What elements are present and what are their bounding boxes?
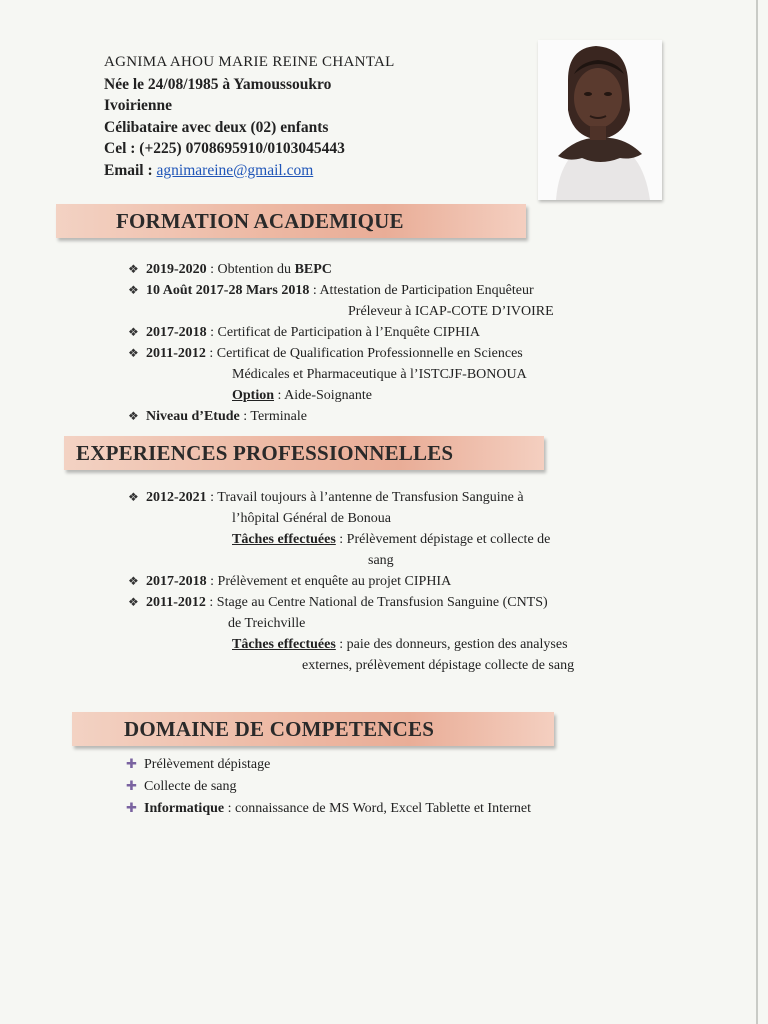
experiences-list [128,487,574,676]
section-title-formation: FORMATION ACADEMIQUE [116,209,404,233]
section-title-experiences: EXPERIENCES PROFESSIONNELLES [76,441,454,465]
list-item: ❖ 2017-2018 : Prélèvement et enquête au projet CIPHIA [128,571,574,592]
list-item: ❖ Niveau d’Etude : Terminale [128,406,554,427]
list-item: ❖ 2011-2012 : Stage au Centre National de Transfusion Sanguine (CNTS) de Treichville Tâches effectuées : paie des donneurs, gestion des analyses externes, prélèvement dépistage collecte de sang [128,592,574,676]
list-item: ✚Collecte de sang [126,775,531,797]
phone: Cel : (+225) 0708695910/0103045443 [104,140,345,157]
diamond-bullet-icon: ❖ [128,325,139,339]
diamond-bullet-icon: ❖ [128,283,139,297]
formation-list [128,259,554,427]
profile-photo [538,40,662,200]
email-link[interactable]: agnimareine@gmail.com [156,161,314,179]
list-item: ❖ 2019-2020 : Obtention du BEPC [128,259,554,280]
list-item: ✚Informatique : connaissance de MS Word, Excel Tablette et Internet [126,797,531,819]
competences-list [126,753,531,819]
list-item: ✚Prélèvement dépistage [126,753,531,775]
cross-arrow-icon [126,775,144,796]
diamond-bullet-icon: ❖ [128,574,139,588]
diamond-bullet-icon: ❖ [128,595,139,609]
cross-arrow-icon [126,753,144,774]
portrait-image [538,40,662,200]
cross-arrow-icon [126,797,144,818]
list-item: ❖ 2012-2021 : Travail toujours à l’antenne de Transfusion Sanguine à l’hôpital Général de Bonoua Tâches effectuées : Prélèvement dépistage et collecte de sang [128,487,574,571]
section-title-competences: DOMAINE DE COMPETENCES [124,717,435,741]
email-line [104,160,395,182]
birth-info: Née le 24/08/1985 à Yamoussoukro [104,75,332,93]
person-name: AGNIMA AHOU MARIE REINE CHANTAL [104,54,395,70]
list-item: ❖ 2017-2018 : Certificat de Participation à l’Enquête CIPHIA [128,322,554,343]
identity-block [104,52,395,181]
list-item: ❖ 10 Août 2017-28 Mars 2018 : Attestation de Participation Enquêteur Préleveur à ICAP-COTE D’IVOIRE [128,280,554,322]
section-banner-formation [56,204,526,238]
nationality: Ivoirienne [104,97,173,114]
diamond-bullet-icon: ❖ [128,490,139,504]
list-item: ❖ 2011-2012 : Certificat de Qualification Professionnelle en Sciences Médicales et Pharmaceutique à l’ISTCJF-BONOUA Option : Aide-Soignante [128,343,554,406]
section-banner-competences [72,712,554,746]
marital-status: Célibataire avec deux (02) enfants [104,118,329,136]
email-label: Email : [104,161,153,179]
section-banner-experiences [64,436,544,470]
scan-edge [756,0,758,1024]
diamond-bullet-icon: ❖ [128,262,139,276]
diamond-bullet-icon: ❖ [128,409,139,423]
diamond-bullet-icon: ❖ [128,346,139,360]
